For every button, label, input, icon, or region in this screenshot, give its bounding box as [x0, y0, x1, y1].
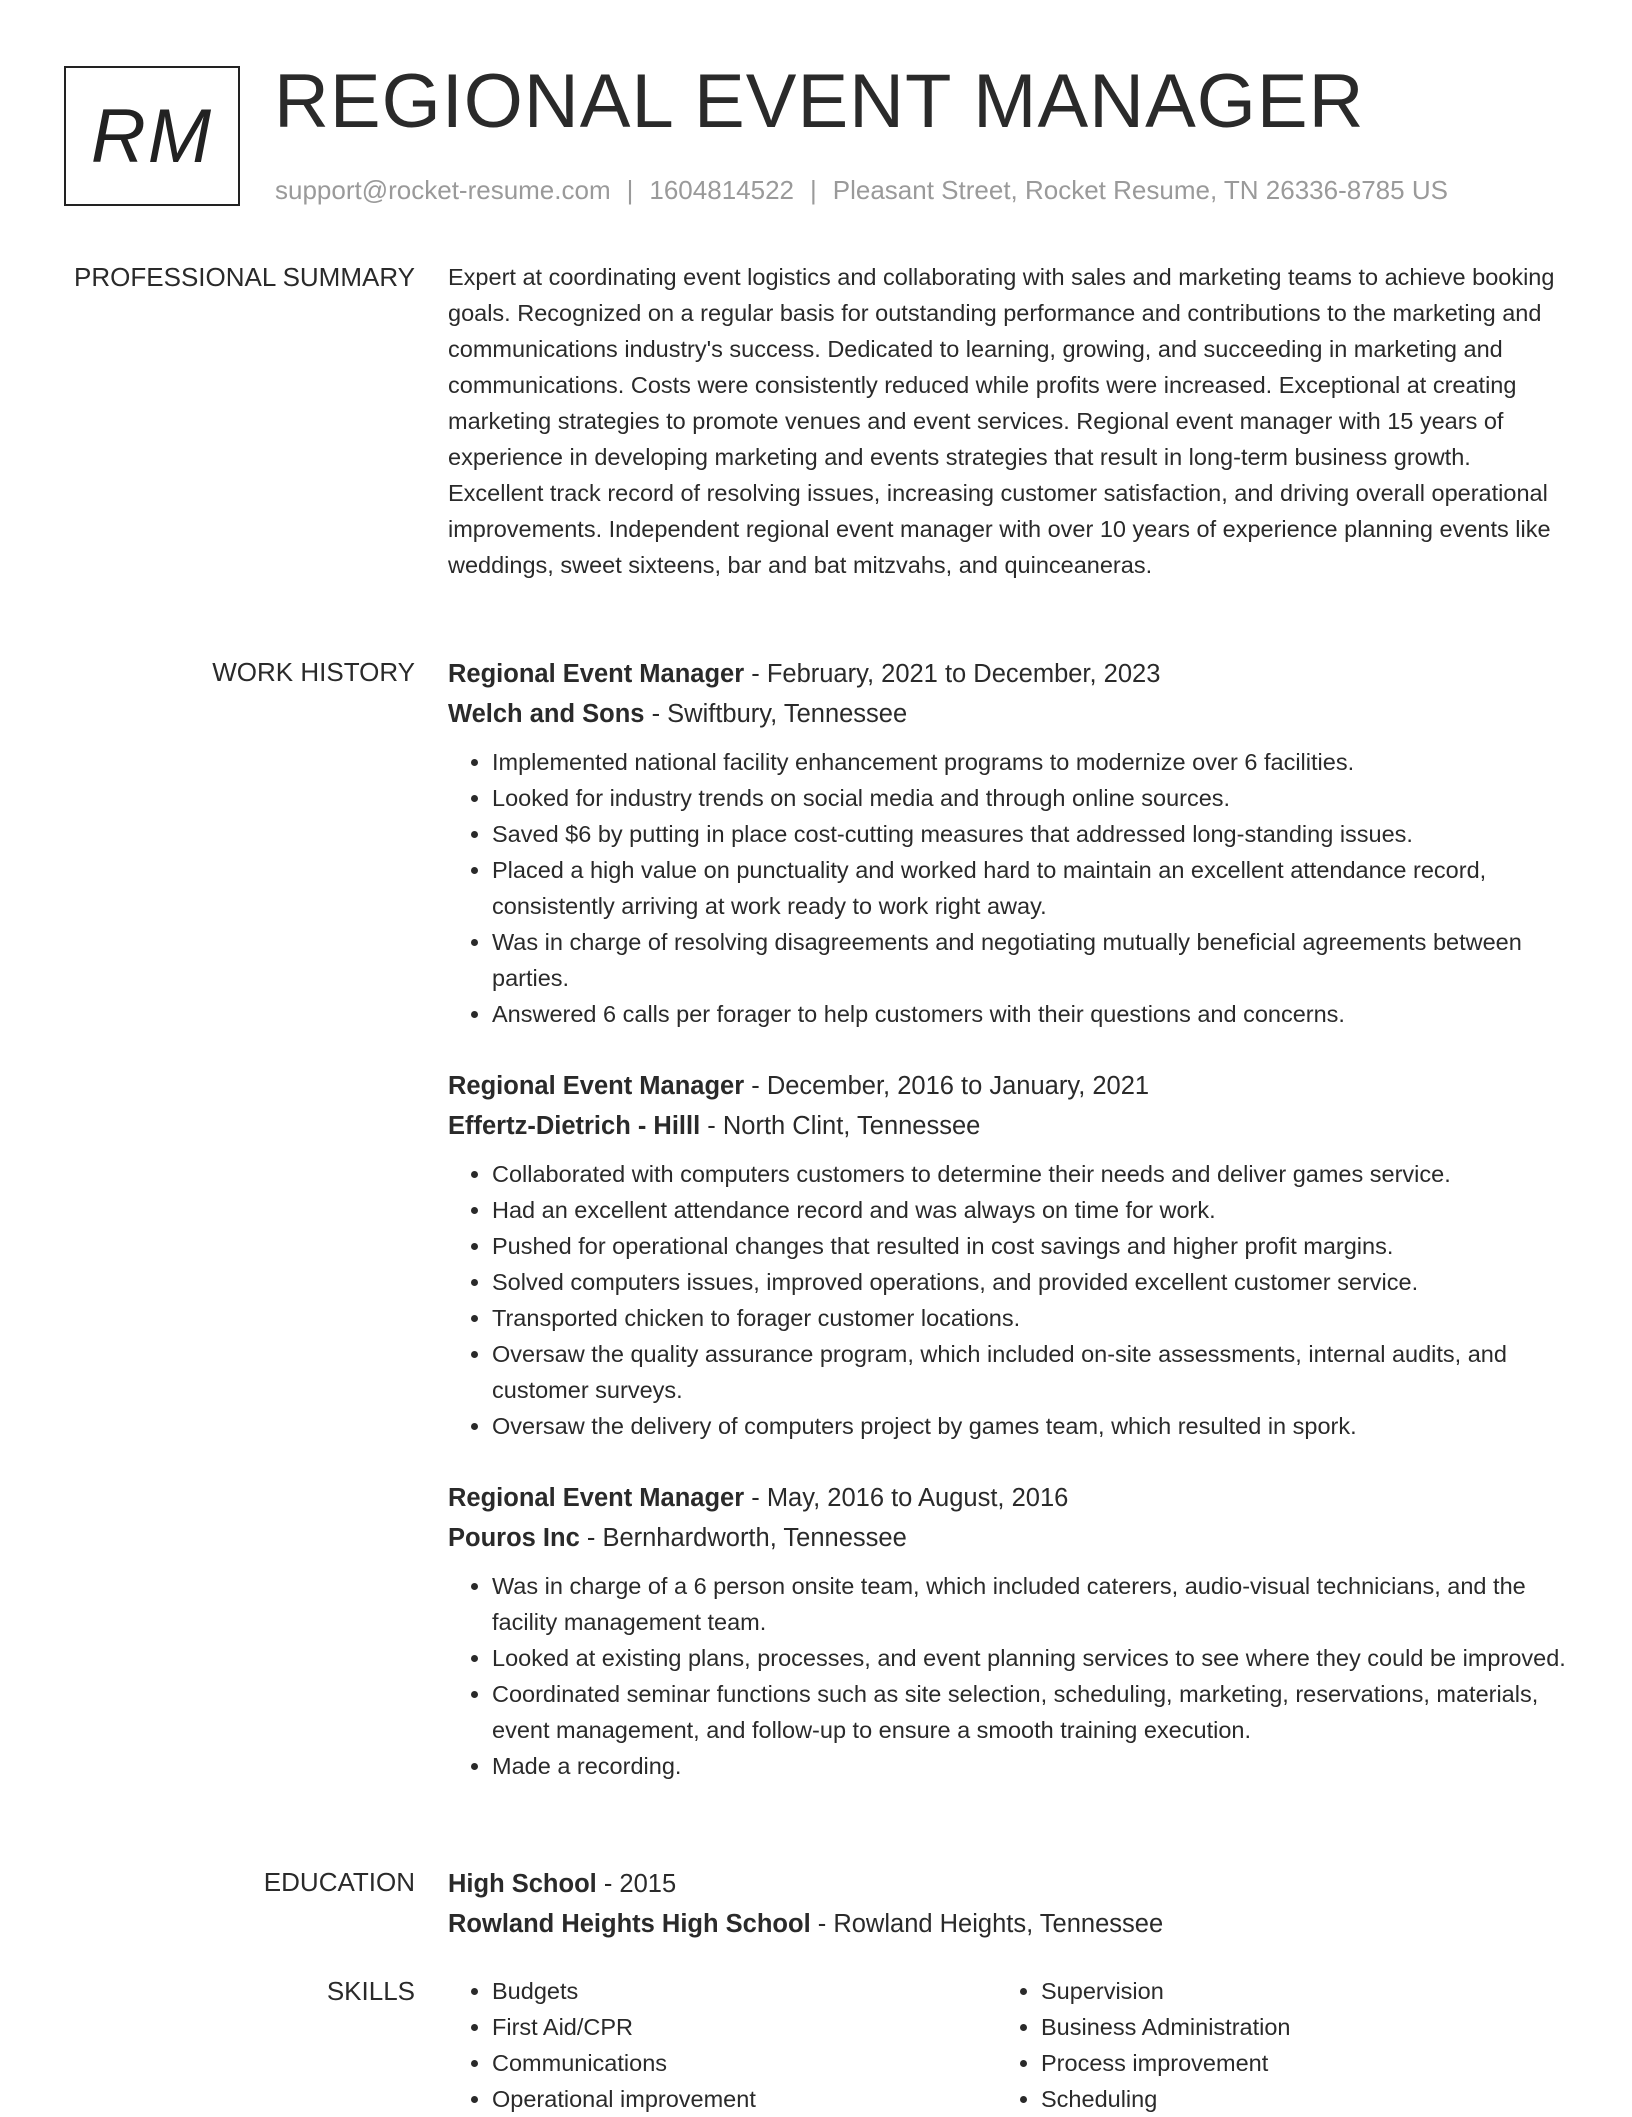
contact-separator: | [810, 175, 817, 205]
section-label-education: EDUCATION [263, 1867, 415, 1897]
job-bullet: • Placed a high value on punctuality and worked hard to maintain an excellent attendance record, consistently arriving at work ready to work right away. [492, 852, 1570, 924]
education-degree: High School [448, 1870, 597, 1898]
skill-item: • Operational improvement [492, 2081, 997, 2117]
job-bullet: • Implemented national facility enhancement programs to modernize over 6 facilities. [492, 744, 1570, 780]
job-company-line [448, 694, 1570, 734]
summary-text: Expert at coordinating event logistics and collaborating with sales and marketing teams to achieve booking goals. Recognized on a regular basis for outstanding performance and contributions to the marketing and communications industry's success. Dedicated to learning, growing, and succeeding in marketing and communications. Costs were consistently reduced while profits were increased. Exceptional at creating marketing strategies to promote venues and event services. Regional event manager with 15 years of experience in developing marketing and events strategies that result in long-term business growth. Excellent track record of resolving issues, increasing customer satisfaction, and driving overall operational improvements. Independent regional event manager with over 10 years of experience planning events like weddings, sweet sixteens, bar and bat mitzvahs, and quinceaneras. [448, 264, 1555, 578]
job-bullet: • Transported chicken to forager customer locations. [492, 1300, 1570, 1336]
education-year: - 2015 [596, 1870, 677, 1898]
skill-item: • Business Administration [1041, 2009, 1546, 2045]
job-bullet: • Was in charge of a 6 person onsite team, which included caterers, audio-visual technicians, and the facility management team. [492, 1568, 1570, 1640]
job-bullet: • Was in charge of resolving disagreements and negotiating mutually beneficial agreements between parties. [492, 924, 1570, 996]
job-title: Regional Event Manager [448, 1072, 745, 1100]
job-company: Welch and Sons [448, 700, 645, 728]
job-company-line [448, 1518, 1570, 1558]
education-school: Rowland Heights High School [448, 1910, 811, 1938]
skill-item: • Budgets [492, 1973, 997, 2009]
job-bullets [448, 744, 1570, 1032]
education-location: - Rowland Heights, Tennessee [810, 1910, 1164, 1938]
job-title: Regional Event Manager [448, 660, 745, 688]
job-dates: - December, 2016 to January, 2021 [744, 1072, 1150, 1100]
job-location: - Swiftbury, Tennessee [644, 700, 908, 728]
contact-phone[interactable]: 1604814522 [649, 175, 794, 205]
contact-address: Pleasant Street, Rocket Resume, TN 26336-8785 US [832, 175, 1448, 205]
job-bullet: • Oversaw the delivery of computers project by games team, which resulted in spork. [492, 1408, 1570, 1444]
job-dates: - February, 2021 to December, 2023 [744, 660, 1161, 688]
job-bullet: • Pushed for operational changes that resulted in cost savings and higher profit margins. [492, 1228, 1570, 1264]
job-bullet: • Collaborated with computers customers to determine their needs and deliver games service. [492, 1156, 1570, 1192]
section-label-summary: PROFESSIONAL SUMMARY [74, 262, 415, 292]
job-dates: - May, 2016 to August, 2016 [744, 1484, 1069, 1512]
job-bullet: • Made a recording. [492, 1748, 1570, 1784]
job-title: Regional Event Manager [448, 1484, 745, 1512]
job-bullet: • Looked for industry trends on social media and through online sources. [492, 780, 1570, 816]
skill-item: • Scheduling [1041, 2081, 1546, 2117]
job-company-line [448, 1106, 1570, 1146]
skill-item: • Supervision [1041, 1973, 1546, 2009]
job-company: Effertz-Dietrich - Hilll [448, 1112, 701, 1140]
education-degree-line [448, 1864, 1570, 1904]
resume-title: REGIONAL EVENT MANAGER [274, 59, 1365, 144]
job-title-line [448, 654, 1570, 694]
job-bullet: • Oversaw the quality assurance program, which included on-site assessments, internal audits, and customer surveys. [492, 1336, 1570, 1408]
section-label-work-history: WORK HISTORY [212, 657, 415, 687]
education-school-line [448, 1904, 1570, 1944]
job-bullet: • Answered 6 calls per forager to help customers with their questions and concerns. [492, 996, 1570, 1032]
job-bullet: • Looked at existing plans, processes, and event planning services to see where they could be improved. [492, 1640, 1570, 1676]
skill-item: • First Aid/CPR [492, 2009, 997, 2045]
job-entry [448, 1066, 1570, 1444]
skills-list-left [448, 1973, 997, 2117]
job-bullet: • Had an excellent attendance record and was always on time for work. [492, 1192, 1570, 1228]
job-location: - Bernhardworth, Tennessee [579, 1524, 907, 1552]
job-bullet: • Coordinated seminar functions such as site selection, scheduling, marketing, reservations, materials, event management, and follow-up to ensure a smooth training execution. [492, 1676, 1570, 1748]
skill-item: • Process improvement [1041, 2045, 1546, 2081]
job-location: - North Clint, Tennessee [700, 1112, 981, 1140]
job-entry [448, 1478, 1570, 1784]
section-label-skills: SKILLS [326, 1976, 415, 2006]
monogram-logo: RM [64, 66, 240, 206]
skills-list-right [997, 1973, 1546, 2117]
job-bullets [448, 1156, 1570, 1444]
skill-item: • Communications [492, 2045, 997, 2081]
contact-separator: | [626, 175, 634, 205]
job-title-line [448, 1066, 1570, 1106]
job-bullet: • Saved $6 by putting in place cost-cutting measures that addressed long-standing issues. [492, 816, 1570, 852]
job-entry [448, 654, 1570, 1032]
contact-email[interactable]: support@rocket-resume.com [275, 175, 611, 205]
job-bullet: • Solved computers issues, improved operations, and provided excellent customer service. [492, 1264, 1570, 1300]
job-company: Pouros Inc [448, 1524, 580, 1552]
job-title-line [448, 1478, 1570, 1518]
job-bullets [448, 1568, 1570, 1784]
contact-line [275, 175, 1448, 206]
